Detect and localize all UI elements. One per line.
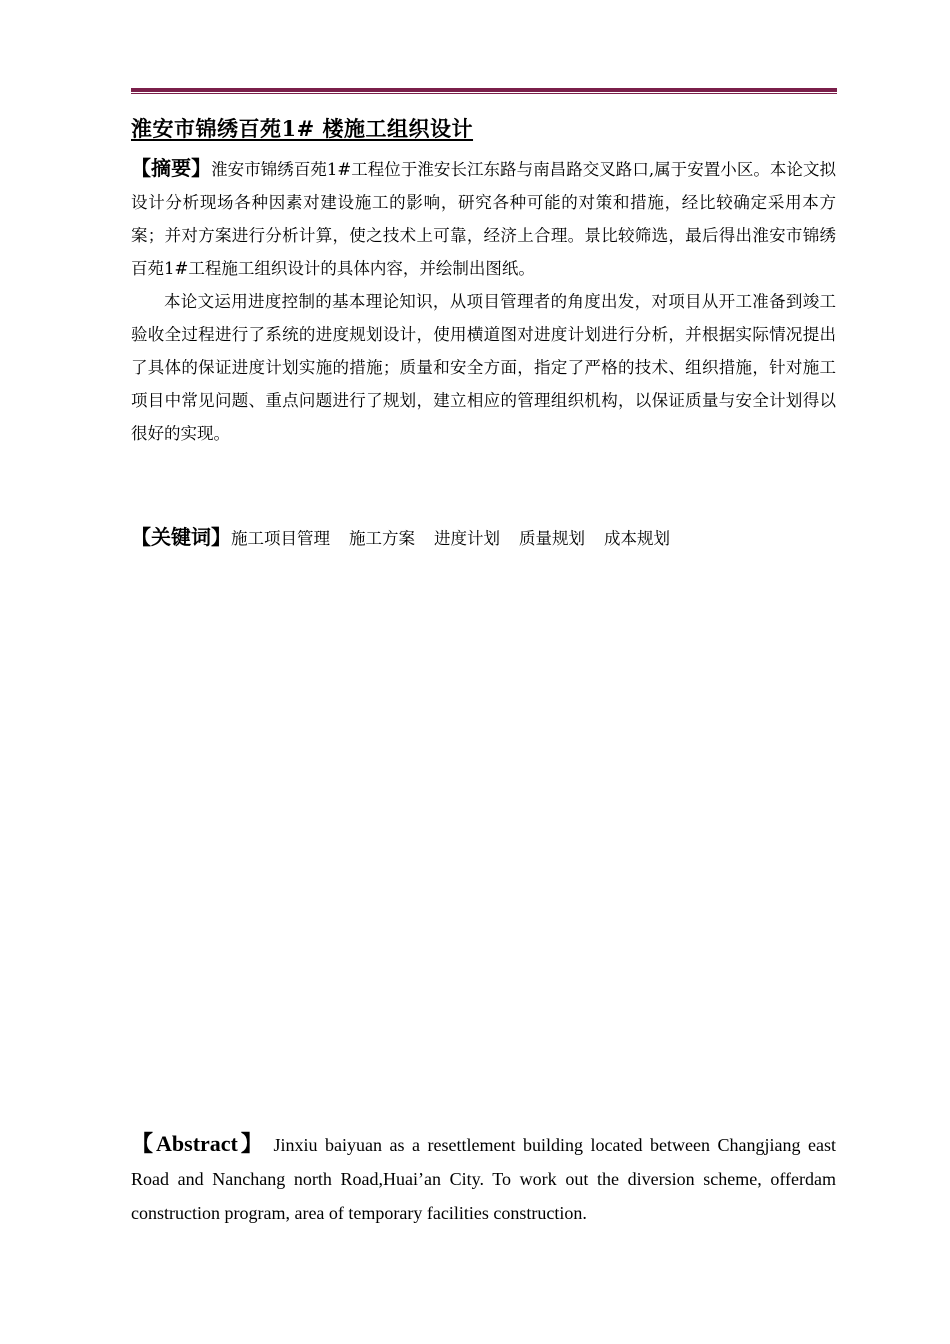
abstract-label: 【摘要】 <box>131 156 212 180</box>
english-abstract-label: 【Abstract】 <box>131 1131 266 1156</box>
abstract-paragraph-1 <box>131 152 836 285</box>
abstract-section <box>131 152 836 450</box>
keywords-section <box>131 521 689 555</box>
header-rule-thin <box>131 93 837 94</box>
header-rule <box>131 88 837 95</box>
keyword-item: 质量规划 <box>519 529 585 548</box>
keyword-item: 施工方案 <box>349 529 415 548</box>
abstract-paragraph-2: 本论文运用进度控制的基本理论知识，从项目管理者的角度出发，对项目从开工准备到竣工验收全过程进行了系统的进度规划设计，使用横道图对进度计划进行分析，并根据实际情况提出了具体的保证进度计划实施的措施；质量和安全方面，指定了严格的技术、组织措施，针对施工项目中常见问题、重点问题进行了规划，建立相应的管理组织机构，以保证质量与安全计划得以很好的实现。 <box>131 292 836 443</box>
keyword-item: 成本规划 <box>604 529 670 548</box>
document-title: 淮安市锦绣百苑1# 楼施工组织设计 <box>131 116 474 141</box>
header-rule-thick <box>131 88 837 92</box>
abstract-text-1: 淮安市锦绣百苑1#工程位于淮安长江东路与南昌路交叉路口,属于安置小区。本论文拟设计分析现场各种因素对建设施工的影响，研究各种可能的对策和措施，经比较确定采用本方案；并对方案进行分析计算，使之技术上可靠，经济上合理。景比较筛选，最后得出淮安市锦绣百苑1#工程施工组织设计的具体内容，并绘制出图纸。 <box>131 160 836 278</box>
english-abstract-text: Jinxiu baiyuan as a resettlement building located between Changjiang east Road and Nanchang north Road,Huai’an City. To work out the diversion scheme, offerdam construction program, area of temporary facilities construction. <box>131 1135 837 1223</box>
keyword-item: 进度计划 <box>434 529 500 548</box>
english-abstract-section <box>131 1127 836 1230</box>
keyword-item: 施工项目管理 <box>231 529 330 548</box>
keywords-label: 【关键词】 <box>131 525 231 549</box>
